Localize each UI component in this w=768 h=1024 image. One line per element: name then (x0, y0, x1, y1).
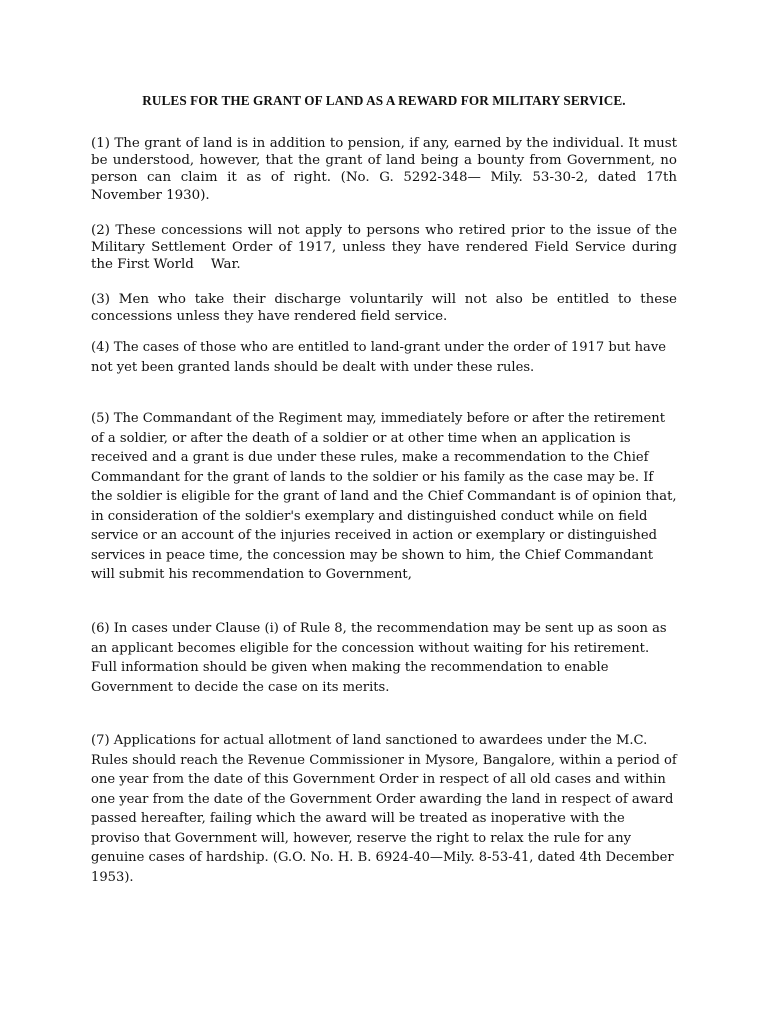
rule-paragraph-7: (7) Applications for actual allotment of land sanctioned to awardees under the M.C. Rules should reach the Revenue Commissioner in Mysore, Bangalore, within a period of one year from the date of this Government Order in respect of all old cases and within one year from the date of the Government Order awarding the land in respect of award passed hereafter, failing which the award will be treated as inoperative with the proviso that Government will, however, reserve the right to relax the rule for any genuine cases of hardship. (G.O. No. H. B. 6924-40—Mily. 8-53-41, dated 4th December 1953). (91, 733, 677, 885)
rule-paragraph-4: (4) The cases of those who are entitled to land-grant under the order of 1917 but have not yet been granted lands should be dealt with under these rules. (91, 340, 666, 375)
rule-paragraph-1: (1) The grant of land is in addition to pension, if any, earned by the individual. It must be understood, however, that the grant of land being a bounty from Government, no person can claim it as of right. (No. G. 5292-348— Mily. 53-30-2, dated 17th November 1930). (91, 136, 677, 203)
rule-paragraph-5: (5) The Commandant of the Regiment may, immediately before or after the retirement of a soldier, or after the death of a soldier or at other time when an application is received and a grant is due under these rules, make a recommendation to the Chief Commandant for the grant of lands to the soldier or his family as the case may be. If the soldier is eligible for the grant of land and the Chief Commandant is of opinion that, in consideration of the soldier's exemplary and distinguished conduct while on field service or an account of the injuries received in action or exemplary or distinguished services in peace time, the concession may be shown to him, the Chief Commandant will submit his recommendation to Government, (91, 411, 677, 582)
rule-paragraph-6: (6) In cases under Clause (i) of Rule 8, the recommendation may be sent up as soon as an applicant becomes eligible for the concession without waiting for his retirement. Full information should be given when making the recommendation to enable Government to decide the case on its merits. (91, 621, 667, 695)
document-title: RULES FOR THE GRANT OF LAND AS A REWARD FOR MILITARY SERVICE. (142, 93, 626, 108)
rule-paragraph-3: (3) Men who take their discharge voluntarily will not also be entitled to these concessions unless they have rendered field service. (91, 292, 677, 325)
rule-paragraph-2: (2) These concessions will not apply to persons who retired prior to the issue of the Military Settlement Order of 1917, unless they have rendered Field Service during the First World War. (91, 223, 682, 273)
